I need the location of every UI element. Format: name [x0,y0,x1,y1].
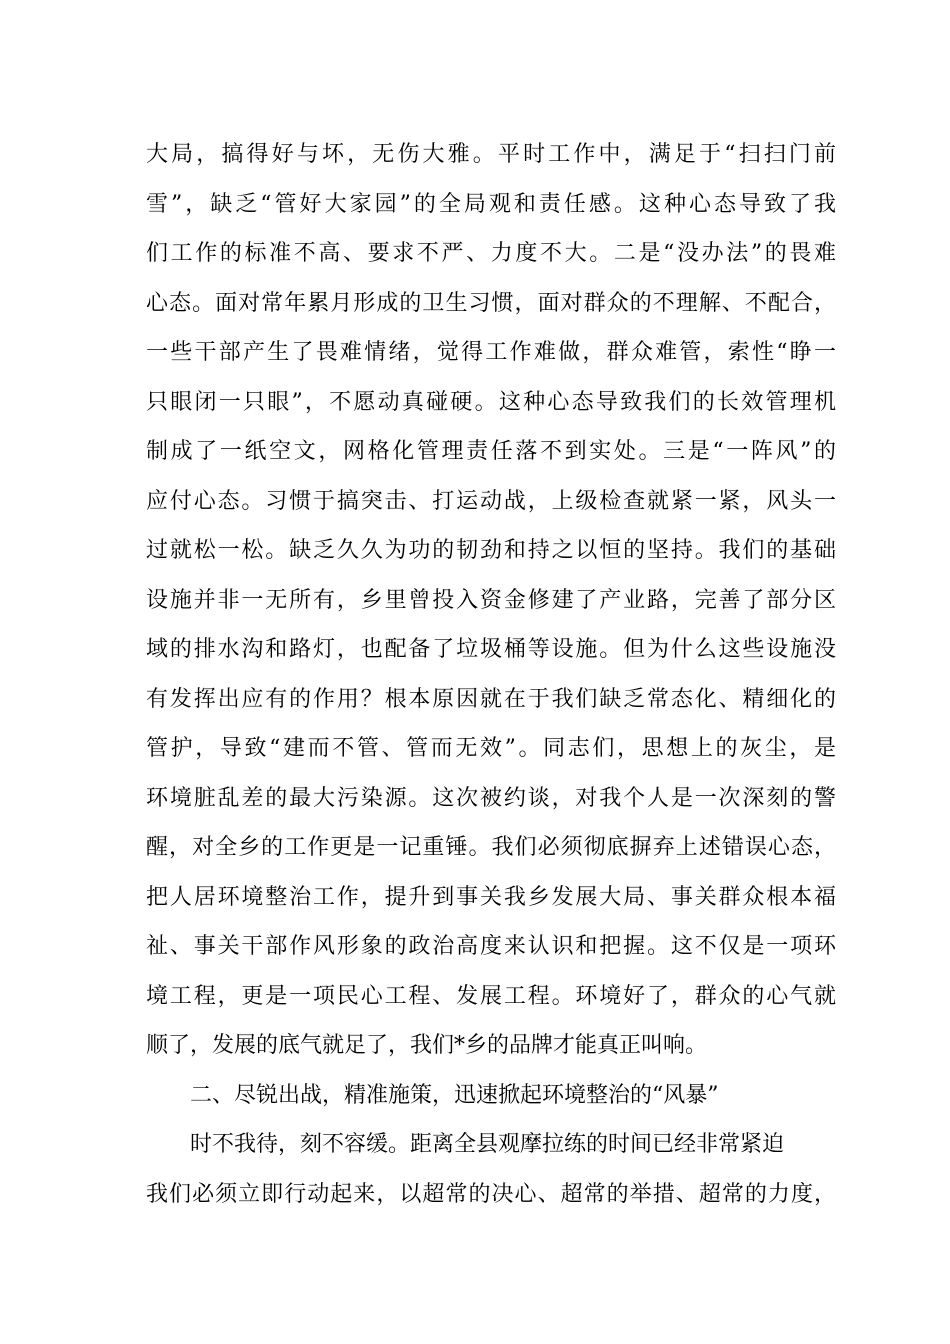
text-line: 们工作的标准不高、要求不严、力度不大。二是“没办法”的畏难 [146,241,836,266]
text-line: 只眼闭一只眼”，不愿动真碰硬。这种心态导致我们的长效管理机 [146,389,836,415]
body-text [146,130,836,1219]
text-line: 雪”，缺乏“管好大家园”的全局观和责任感。这种心态导致了我 [146,191,836,217]
text-line: 境工程，更是一项民心工程、发展工程。环境好了，群众的心气就 [146,983,836,1009]
text-line: 过就松一松。缺乏久久为功的韧劲和持之以恒的坚持。我们的基础 [146,538,836,563]
text-line: 醒，对全乡的工作更是一记重锤。我们必须彻底摒弃上述错误心态， [146,835,836,860]
text-line: 管护，导致“建而不管、管而无效”。同志们，思想上的灰尘，是 [146,736,836,761]
text-line: 我们必须立即行动起来，以超常的决心、超常的举措、超常的力度， [146,1181,836,1207]
text-line: 一些干部产生了畏难情绪，觉得工作难做，群众难管，索性“睁一 [146,340,836,365]
text-line: 环境脏乱差的最大污染源。这次被约谈，对我个人是一次深刻的警 [146,785,836,811]
text-line: 大局，搞得好与坏，无伤大雅。平时工作中，满足于“扫扫门前 [146,142,836,167]
text-line: 有发挥出应有的作用？根本原因就在于我们缺乏常态化、精细化的 [146,686,836,712]
text-line-last: 顺了，发展的底气就足了，我们*乡的品牌才能真正叫响。 [146,1033,708,1058]
text-line: 制成了一纸空文，网格化管理责任落不到实处。三是“一阵风”的 [146,439,836,464]
text-line: 把人居环境整治工作，提升到事关我乡发展大局、事关群众根本福 [146,884,836,910]
text-line: 应付心态。习惯于搞突击、打运动战，上级检查就紧一紧，风头一 [146,488,836,514]
text-line: 心态。面对常年累月形成的卫生习惯，面对群众的不理解、不配合， [146,290,836,316]
text-line-indented: 时不我待，刻不容缓。距离全县观摩拉练的时间已经非常紧迫 [190,1132,785,1157]
text-line: 设施并非一无所有，乡里曾投入资金修建了产业路，完善了部分区 [146,587,836,613]
text-line: 域的排水沟和路灯，也配备了垃圾桶等设施。但为什么这些设施没 [146,637,836,662]
section-heading: 二、尽锐出战，精准施策，迅速掀起环境整治的“风暴” [190,1082,719,1108]
text-line: 祉、事关干部作风形象的政治高度来认识和把握。这不仅是一项环 [146,934,836,959]
